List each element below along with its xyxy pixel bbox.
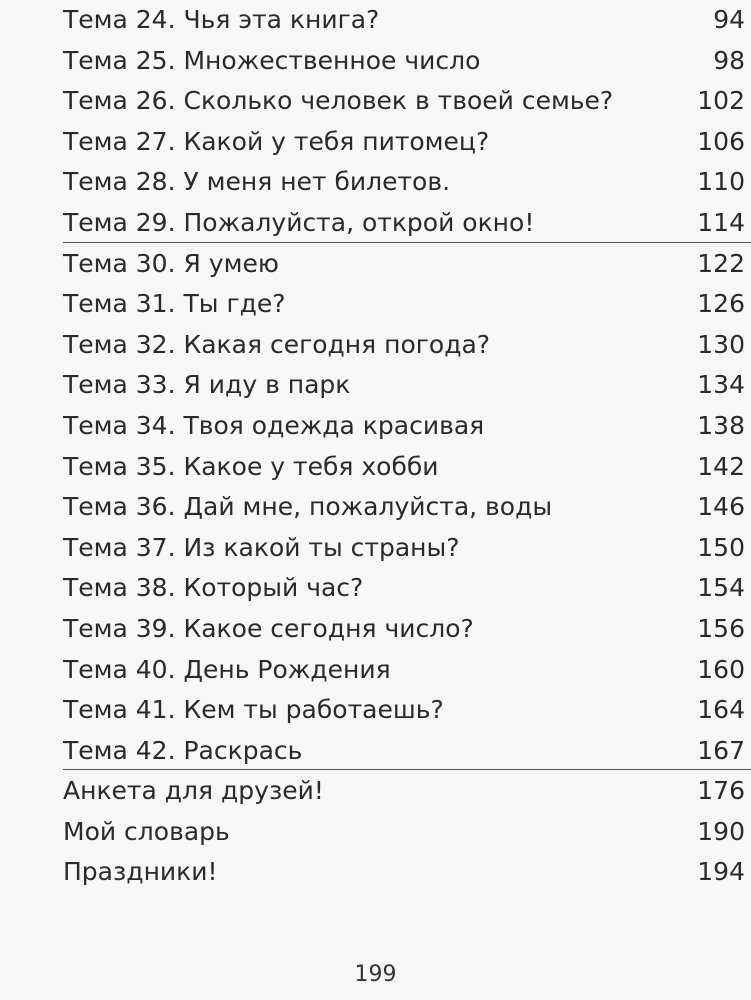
toc-entry	[63, 690, 751, 731]
toc-entry	[63, 406, 751, 447]
toc-entry	[63, 487, 751, 528]
toc-entry	[63, 0, 751, 41]
toc-entry	[63, 244, 751, 285]
toc-entry-title: Тема 42. Раскрась	[63, 735, 303, 765]
toc-entry	[63, 812, 751, 853]
toc-entry	[63, 284, 751, 325]
toc-entry	[63, 731, 751, 772]
toc-entry-title: Тема 24. Чья эта книга?	[63, 5, 380, 34]
toc-entry	[63, 771, 751, 812]
toc-entry-title: Тема 35. Какое у тебя хобби	[63, 451, 439, 481]
toc-entry	[63, 852, 751, 893]
toc-entry	[63, 325, 751, 366]
toc-entry	[63, 162, 751, 203]
toc-entry-page: 130	[697, 329, 745, 359]
toc-entry	[63, 568, 751, 609]
toc-entry-title: Тема 29. Пожалуйста, открой окно!	[63, 207, 535, 237]
section-divider	[63, 769, 751, 770]
section-divider	[63, 242, 751, 243]
toc-entry-title: Тема 39. Какое сегодня число?	[63, 613, 474, 643]
toc-entry-title: Мой словарь	[63, 816, 230, 846]
toc-entry	[63, 609, 751, 650]
toc-entry-title: Тема 36. Дай мне, пожалуйста, воды	[63, 492, 553, 522]
toc-entry-page: 94	[713, 5, 745, 34]
toc-entry-title: Тема 31. Ты где?	[63, 289, 286, 319]
toc-entry-page: 102	[697, 86, 745, 116]
toc-entry	[63, 203, 751, 244]
toc-entry-page: 110	[697, 167, 745, 197]
toc-entry-page: 156	[697, 613, 745, 643]
toc-entry-title: Тема 40. День Рождения	[63, 654, 391, 684]
toc-entry-title: Тема 33. Я иду в парк	[63, 370, 351, 400]
toc-entry	[63, 447, 751, 488]
toc-entry-title: Тема 38. Который час?	[63, 573, 364, 603]
toc-entry-page: 114	[697, 207, 745, 237]
toc-entry-page: 142	[697, 451, 745, 481]
toc-entry	[63, 650, 751, 691]
page-number: 199	[354, 962, 397, 987]
toc-entry-page: 190	[697, 816, 745, 846]
toc-entry	[63, 365, 751, 406]
toc-entry-page: 122	[697, 248, 745, 278]
toc-entry-title: Тема 27. Какой у тебя питомец?	[63, 126, 490, 156]
toc-entry-title: Праздники!	[63, 857, 218, 887]
toc-entry	[63, 528, 751, 569]
table-of-contents	[63, 0, 751, 893]
toc-entry-page: 167	[697, 735, 745, 765]
toc-entry-title: Тема 30. Я умею	[63, 248, 279, 278]
toc-entry	[63, 81, 751, 122]
toc-entry-page: 194	[697, 857, 745, 887]
toc-entry	[63, 122, 751, 163]
toc-entry-title: Тема 37. Из какой ты страны?	[63, 532, 460, 562]
toc-entry-page: 98	[713, 45, 745, 75]
toc-entry-title: Тема 28. У меня нет билетов.	[63, 167, 451, 197]
toc-entry-title: Тема 41. Кем ты работаешь?	[63, 695, 444, 725]
toc-entry-page: 146	[697, 492, 745, 522]
toc-entry-title: Анкета для друзей!	[63, 776, 324, 806]
toc-entry-page: 154	[697, 573, 745, 603]
toc-entry-title: Тема 32. Какая сегодня погода?	[63, 329, 491, 359]
toc-entry-title: Тема 34. Твоя одежда красивая	[63, 410, 485, 440]
toc-entry	[63, 41, 751, 82]
toc-entry-title: Тема 25. Множественное число	[63, 45, 481, 75]
toc-entry-title: Тема 26. Сколько человек в твоей семье?	[63, 86, 614, 116]
toc-entry-page: 160	[697, 654, 745, 684]
toc-entry-page: 150	[697, 532, 745, 562]
toc-entry-page: 176	[697, 776, 745, 806]
toc-entry-page: 126	[697, 289, 745, 319]
toc-entry-page: 164	[697, 695, 745, 725]
toc-entry-page: 134	[697, 370, 745, 400]
toc-entry-page: 138	[697, 410, 745, 440]
toc-entry-page: 106	[697, 126, 745, 156]
